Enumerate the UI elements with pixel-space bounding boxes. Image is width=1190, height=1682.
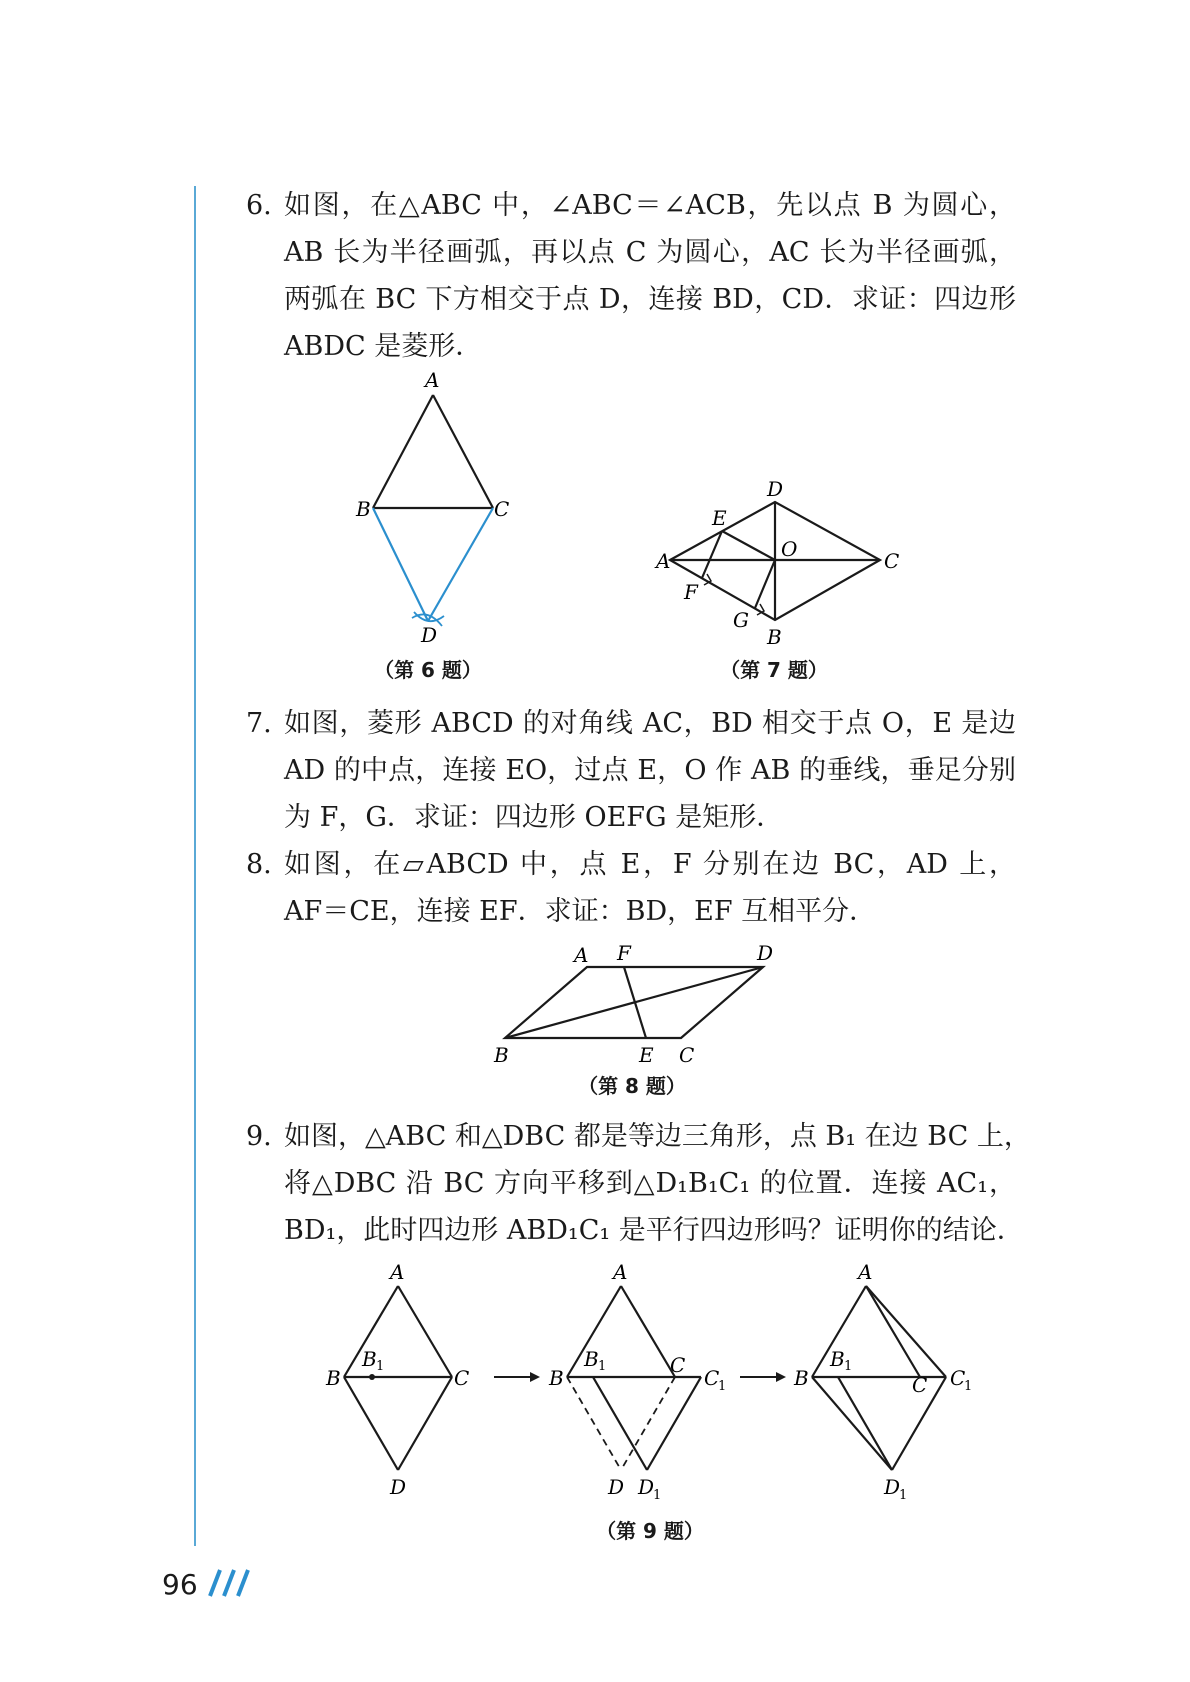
- problem-text-line: 如图，在△ABC 中，∠ABC＝∠ACB，先以点 B 为圆心，: [284, 190, 1016, 221]
- problem-number: 8.: [246, 849, 272, 880]
- subscript: 1: [376, 1359, 385, 1374]
- svg-text:D: D: [608, 1475, 625, 1499]
- problem-7: [246, 700, 1016, 841]
- figure-7: [654, 477, 899, 649]
- problem-number: 7.: [246, 708, 272, 739]
- svg-text:A: A: [613, 1260, 628, 1284]
- svg-text:1: 1: [899, 1488, 908, 1503]
- svg-text:C: C: [670, 1353, 686, 1377]
- label-b1: B: [362, 1347, 377, 1371]
- label-b: B: [356, 497, 371, 521]
- problem-number: 6.: [246, 190, 272, 221]
- segment-ab: [373, 395, 433, 508]
- problem-text-line: 如图，△ABC 和△DBC 都是等边三角形，点 B₁ 在边 BC 上，: [284, 1121, 1031, 1152]
- label-g: G: [733, 608, 749, 632]
- figure-8: [493, 941, 773, 1067]
- svg-text:1: 1: [653, 1488, 662, 1503]
- page-number: 96: [162, 1568, 198, 1601]
- label-c: C: [494, 497, 510, 521]
- svg-text:D: D: [884, 1475, 901, 1499]
- svg-text:1: 1: [598, 1359, 607, 1374]
- label-b: B: [767, 625, 782, 649]
- label-d: D: [421, 623, 438, 647]
- svg-text:B: B: [584, 1347, 599, 1371]
- segment-ac: [433, 395, 493, 508]
- svg-text:1: 1: [844, 1359, 853, 1374]
- label-d: D: [390, 1475, 407, 1499]
- svg-text:1: 1: [718, 1379, 727, 1394]
- problem-text-line: 为 F，G．求证：四边形 OEFG 是矩形．: [284, 802, 784, 833]
- problem-text-line: ABDC 是菱形．: [284, 331, 483, 362]
- label-o: O: [781, 537, 798, 561]
- svg-text:A: A: [858, 1260, 873, 1284]
- page-decoration-slashes: [210, 1570, 248, 1596]
- problem-number: 9.: [246, 1121, 272, 1152]
- segment-og: [755, 560, 775, 608]
- figure-6-caption: （第 6 题）: [374, 658, 482, 682]
- label-c: C: [454, 1366, 470, 1390]
- label-a: A: [656, 549, 671, 573]
- label-a: A: [390, 1260, 405, 1284]
- label-b: B: [494, 1043, 509, 1067]
- svg-text:C: C: [912, 1373, 928, 1397]
- label-f: F: [684, 580, 698, 604]
- problem-9: [246, 1113, 1031, 1254]
- label-e: E: [639, 1043, 654, 1067]
- problem-text-line: AD 的中点，连接 EO，过点 E，O 作 AB 的垂线，垂足分别: [284, 755, 1016, 786]
- label-d: D: [767, 477, 784, 501]
- label-b: B: [326, 1366, 341, 1390]
- figure-7-caption: （第 7 题）: [720, 658, 828, 682]
- segment-bd: [373, 508, 428, 621]
- figure-6: [355, 368, 509, 647]
- label-c: C: [679, 1043, 695, 1067]
- label-a: A: [425, 368, 440, 392]
- label-a: A: [574, 943, 589, 967]
- svg-text:B: B: [549, 1366, 564, 1390]
- segment-ef: [624, 967, 646, 1038]
- svg-text:C: C: [704, 1366, 720, 1390]
- problem-text-line: AB 长为半径画弧，再以点 C 为圆心，AC 长为半径画弧，: [284, 237, 1016, 268]
- label-f: F: [617, 941, 631, 965]
- problem-text-line: 如图，在▱ABCD 中，点 E，F 分别在边 BC，AD 上，: [284, 849, 1016, 880]
- svg-text:D: D: [638, 1475, 655, 1499]
- segment-cd: [428, 508, 493, 621]
- label-c: C: [884, 549, 900, 573]
- label-d: D: [757, 941, 774, 965]
- label-e: E: [712, 506, 727, 530]
- problem-text-line: 将△DBC 沿 BC 方向平移到△D₁B₁C₁ 的位置．连接 AC₁，: [284, 1168, 1016, 1199]
- svg-text:B: B: [794, 1366, 809, 1390]
- problem-text-line: 两弧在 BC 下方相交于点 D，连接 BD，CD．求证：四边形: [284, 284, 1016, 315]
- figure-8-caption: （第 8 题）: [578, 1074, 686, 1098]
- problem-text-line: BD₁，此时四边形 ABD₁C₁ 是平行四边形吗？证明你的结论．: [284, 1215, 1024, 1246]
- figure-9: [325, 1260, 972, 1503]
- point-b1: [369, 1374, 375, 1380]
- svg-text:1: 1: [964, 1379, 973, 1394]
- problem-text-line: 如图，菱形 ABCD 的对角线 AC，BD 相交于点 O，E 是边: [284, 708, 1016, 739]
- figure-9-caption: （第 9 题）: [596, 1519, 704, 1543]
- problem-text-line: AF＝CE，连接 EF．求证：BD，EF 互相平分．: [284, 896, 877, 927]
- svg-text:B: B: [830, 1347, 845, 1371]
- segment-eo: [722, 531, 775, 560]
- svg-text:C: C: [950, 1366, 966, 1390]
- problem-8: [246, 841, 1016, 935]
